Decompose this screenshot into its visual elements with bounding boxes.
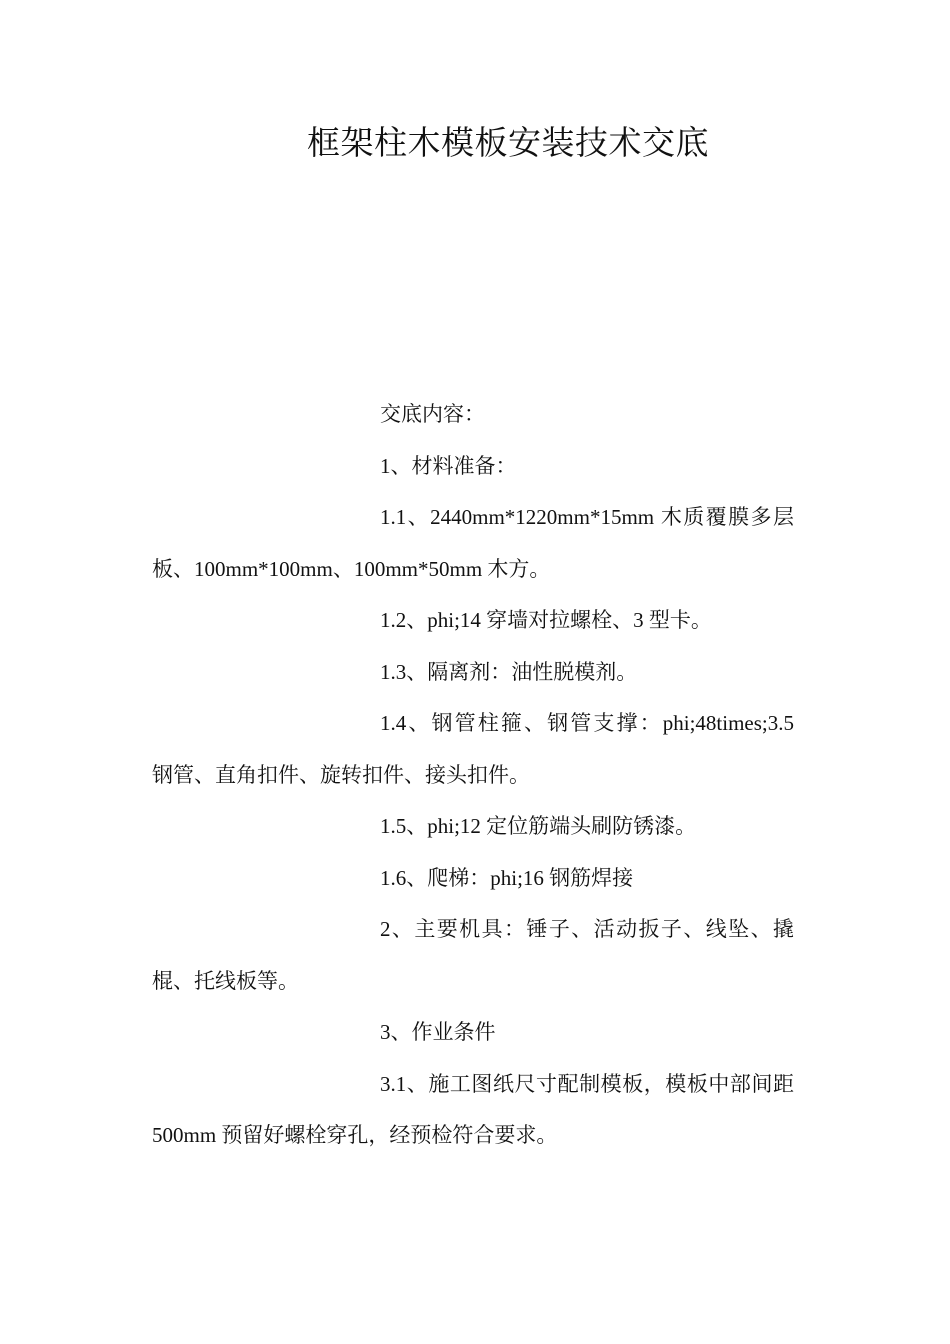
paragraph-item-1-5: 1.5、phi;12 定位筋端头刷防锈漆。 (380, 814, 697, 838)
paragraph-section-3: 3、作业条件 (380, 1020, 496, 1044)
paragraph-item-1-6: 1.6、爬梯：phi;16 钢筋焊接 (380, 865, 634, 890)
paragraph-item-1-4: 1.4、钢管柱箍、钢管支撑：phi;48times;3.5 钢管、直角扣件、旋转扣件、接头扣件。 (152, 711, 794, 787)
paragraph-item-1-2: 1.2、phi;14 穿墙对拉螺栓、3 型卡。 (380, 608, 712, 632)
paragraph-section-2: 2、主要机具：锤子、活动扳子、线坠、撬棍、托线板等。 (152, 917, 794, 993)
paragraph-item-1-3: 1.3、隔离剂：油性脱模剂。 (380, 659, 638, 684)
paragraph-section-1: 1、材料准备： (380, 453, 517, 478)
document-title: 框架柱木模板安装技术交底 (307, 126, 709, 162)
document-body (152, 389, 794, 1162)
paragraph-item-1-1: 1.1、2440mm*1220mm*15mm 木质覆膜多层板、100mm*100mm、100mm*50mm 木方。 (152, 505, 794, 581)
paragraph-item-3-1: 3.1、施工图纸尺寸配制模板，模板中部间距 500mm 预留好螺栓穿孔，经预检符合要求。 (152, 1071, 794, 1147)
paragraph-intro: 交底内容： (380, 402, 485, 426)
